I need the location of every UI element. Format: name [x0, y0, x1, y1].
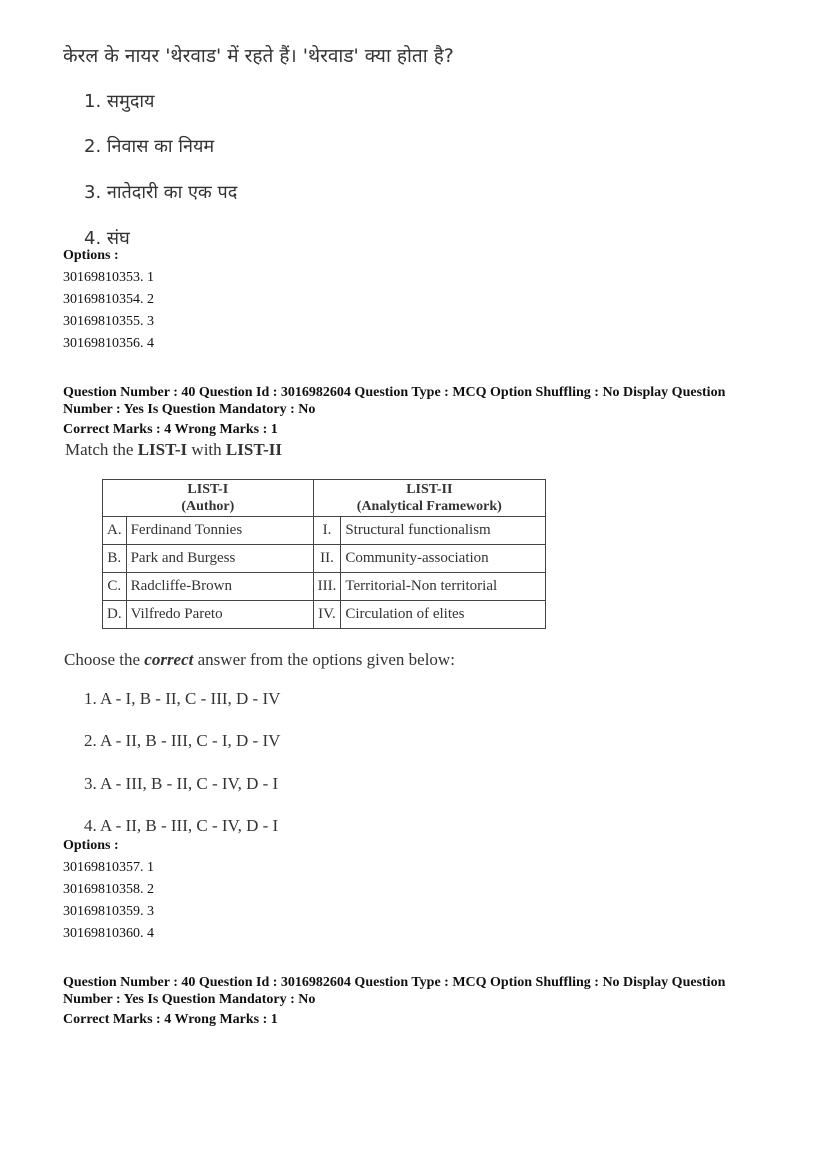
- list2-value: Structural functionalism: [341, 517, 546, 545]
- match-table: [102, 479, 546, 629]
- option-id-line: 30169810354. 2: [63, 292, 154, 307]
- options-label: Options :: [63, 248, 119, 263]
- list1-value: Radcliffe-Brown: [126, 573, 313, 601]
- list2-key: I.: [313, 517, 341, 545]
- list1-header-sub: (Author): [181, 499, 235, 514]
- list2-header: [313, 480, 545, 517]
- option-id-line: 30169810359. 3: [63, 904, 154, 919]
- table-header-row: [103, 480, 546, 517]
- list1-key: B.: [103, 545, 127, 573]
- choose-text: Choose the: [64, 650, 145, 669]
- match-instruction: [65, 440, 282, 460]
- answer-option-3: 3. A - III, B - II, C - IV, D - I: [84, 774, 279, 793]
- list2-key: III.: [313, 573, 341, 601]
- choose-instruction: [64, 650, 455, 670]
- instruction-text: with: [187, 440, 226, 459]
- question-meta-line1: Question Number : 40 Question Id : 3016982604 Question Type : MCQ Option Shuffling : No Display Question: [63, 385, 726, 400]
- question-meta-line1: Question Number : 40 Question Id : 3016982604 Question Type : MCQ Option Shuffling : No Display Question: [63, 975, 726, 990]
- list1-header: [103, 480, 314, 517]
- option-id-line: 30169810356. 4: [63, 336, 154, 351]
- instruction-text: Match the: [65, 440, 138, 459]
- list2-header-sub: (Analytical Framework): [356, 499, 502, 514]
- list1-value: Park and Burgess: [126, 545, 313, 573]
- choose-emphasis: correct: [144, 650, 194, 669]
- hindi-option-1: 1. समुदाय: [84, 91, 155, 112]
- option-id-line: 30169810360. 4: [63, 926, 154, 941]
- list2-key: II.: [313, 545, 341, 573]
- option-id-line: 30169810357. 1: [63, 860, 154, 875]
- table-row: [103, 517, 546, 545]
- marks-line: Correct Marks : 4 Wrong Marks : 1: [63, 1012, 278, 1027]
- question-text-hindi: केरल के नायर 'थेरवाड' में रहते हैं। 'थेरवाड' क्या होता है?: [63, 45, 454, 67]
- list2-header-title: LIST-II: [406, 482, 453, 497]
- hindi-option-3: 3. नातेदारी का एक पद: [84, 182, 238, 203]
- table-row: [103, 601, 546, 629]
- question-meta: [63, 384, 763, 418]
- list1-header-title: LIST-I: [187, 482, 229, 497]
- hindi-option-4: 4. संघ: [84, 228, 130, 249]
- choose-text: answer from the options given below:: [193, 650, 455, 669]
- options-label: Options :: [63, 838, 119, 853]
- list1-key: A.: [103, 517, 127, 545]
- list2-value: Community-association: [341, 545, 546, 573]
- question-meta-line2: Number : Yes Is Question Mandatory : No: [63, 402, 316, 417]
- list1-key: D.: [103, 601, 127, 629]
- list2-value: Circulation of elites: [341, 601, 546, 629]
- question-meta: [63, 974, 763, 1008]
- question-meta-line2: Number : Yes Is Question Mandatory : No: [63, 992, 316, 1007]
- option-id-line: 30169810358. 2: [63, 882, 154, 897]
- instruction-list2: LIST-II: [225, 440, 282, 459]
- list2-key: IV.: [313, 601, 341, 629]
- list1-value: Ferdinand Tonnies: [126, 517, 313, 545]
- list1-key: C.: [103, 573, 127, 601]
- hindi-option-2: 2. निवास का नियम: [84, 136, 215, 157]
- instruction-list1: LIST-I: [137, 440, 188, 459]
- table-row: [103, 573, 546, 601]
- list2-value: Territorial-Non territorial: [341, 573, 546, 601]
- answer-option-1: 1. A - I, B - II, C - III, D - IV: [84, 689, 281, 708]
- answer-option-4: 4. A - II, B - III, C - IV, D - I: [84, 816, 279, 835]
- table-row: [103, 545, 546, 573]
- option-id-line: 30169810353. 1: [63, 270, 154, 285]
- option-id-line: 30169810355. 3: [63, 314, 154, 329]
- list1-value: Vilfredo Pareto: [126, 601, 313, 629]
- answer-option-2: 2. A - II, B - III, C - I, D - IV: [84, 731, 281, 750]
- marks-line: Correct Marks : 4 Wrong Marks : 1: [63, 422, 278, 437]
